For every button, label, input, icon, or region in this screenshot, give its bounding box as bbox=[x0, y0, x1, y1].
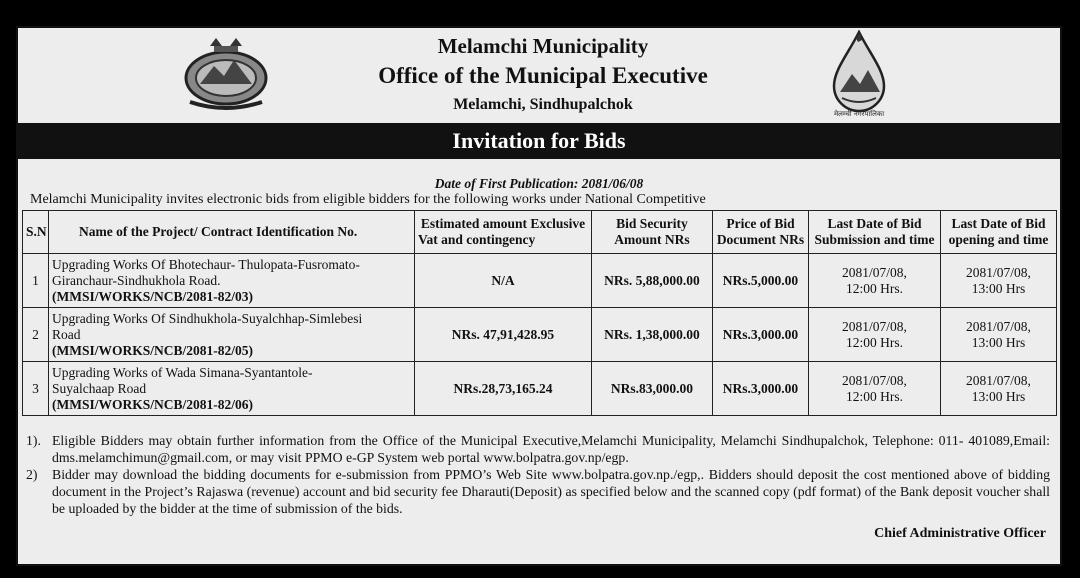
note-item bbox=[26, 432, 1050, 466]
row-sn: 1 bbox=[23, 254, 49, 308]
opening-deadline: 2081/07/08, 13:00 Hrs bbox=[941, 254, 1057, 308]
estimated-amount: NRs.28,73,165.24 bbox=[415, 362, 592, 416]
row-sn: 2 bbox=[23, 308, 49, 362]
notice-header bbox=[18, 28, 1060, 123]
header-sn: S.N bbox=[23, 211, 49, 254]
bid-notice bbox=[16, 26, 1062, 566]
row-sn: 3 bbox=[23, 362, 49, 416]
table-row bbox=[23, 362, 1057, 416]
bid-security-amount: NRs. 1,38,000.00 bbox=[592, 308, 713, 362]
contract-id: (MMSI/WORKS/NCB/2081-82/05) bbox=[52, 342, 253, 358]
note-text: Eligible Bidders may obtain further information from the Office of the Municipal Executive,Melamchi Municipality, Melamchi Sindhupalchok, Telephone: 011- 401089,Email: dms.melamchimun@gmail.com, or may visit PPMO e-GP System web portal www.bolpatra.gov.np/egp. bbox=[52, 433, 1050, 465]
signature-title: Chief Administrative Officer bbox=[874, 526, 1046, 541]
office-name: Office of the Municipal Executive bbox=[378, 63, 708, 88]
contract-id: (MMSI/WORKS/NCB/2081-82/06) bbox=[52, 396, 253, 412]
table-row bbox=[23, 308, 1057, 362]
estimated-amount: NRs. 47,91,428.95 bbox=[415, 308, 592, 362]
table-header-row bbox=[23, 211, 1057, 254]
project-name: Upgrading Works Of Bhotechaur- Thulopata-Fusromato- Giranchaur-Sindhukhola Road. (MMSI/WORKS/NCB/2081-82/03) bbox=[49, 254, 415, 308]
document-price: NRs.3,000.00 bbox=[713, 362, 809, 416]
org-name: Melamchi Municipality bbox=[437, 34, 649, 58]
table-row bbox=[23, 254, 1057, 308]
publication-date: Date of First Publication: 2081/06/08 bbox=[434, 176, 644, 191]
contract-id: (MMSI/WORKS/NCB/2081-82/03) bbox=[52, 288, 253, 304]
note-item bbox=[26, 466, 1050, 517]
header-submission-date: Last Date of Bid Submission and time bbox=[809, 211, 941, 254]
bid-table bbox=[22, 210, 1057, 416]
header-estimate: Estimated amount Exclusive Vat and contingency bbox=[415, 211, 592, 254]
logo-caption: मेलम्ची नगरपालिका bbox=[833, 110, 885, 118]
header-bid-security: Bid Security Amount NRs bbox=[592, 211, 713, 254]
opening-deadline: 2081/07/08, 13:00 Hrs bbox=[941, 362, 1057, 416]
bid-security-amount: NRs.83,000.00 bbox=[592, 362, 713, 416]
estimated-amount: N/A bbox=[415, 254, 592, 308]
invitation-banner: Invitation for Bids bbox=[18, 123, 1060, 159]
submission-deadline: 2081/07/08, 12:00 Hrs. bbox=[809, 362, 941, 416]
document-price: NRs.3,000.00 bbox=[713, 308, 809, 362]
submission-deadline: 2081/07/08, 12:00 Hrs. bbox=[809, 308, 941, 362]
nepal-government-emblem-icon bbox=[180, 36, 272, 112]
note-number: 1). bbox=[26, 433, 41, 448]
intro-text: Melamchi Municipality invites electronic bids from eligible bidders for the following works under National Competitive bbox=[30, 192, 706, 207]
header-project-name: Name of the Project/ Contract Identification No. bbox=[49, 211, 415, 254]
submission-deadline: 2081/07/08, 12:00 Hrs. bbox=[809, 254, 941, 308]
notes bbox=[26, 432, 1050, 517]
document-price: NRs.5,000.00 bbox=[713, 254, 809, 308]
header-opening-date: Last Date of Bid opening and time bbox=[941, 211, 1057, 254]
note-text: Bidder may download the bidding documents for e-submission from PPMO’s Web Site www.bolpatra.gov.np./egp,. Bidders should deposit the cost mentioned above of bidding document in the Project’s Rajaswa (revenue) account and bid security fee Dharauti(Deposit) as specified below and the scanned copy (pdf format) of the Bank deposit voucher shall be uploaded by the bidder at the time of submission of the bids. bbox=[52, 467, 1050, 516]
note-number: 2) bbox=[26, 467, 38, 482]
opening-deadline: 2081/07/08, 13:00 Hrs bbox=[941, 308, 1057, 362]
header-document-price: Price of Bid Document NRs bbox=[713, 211, 809, 254]
location: Melamchi, Sindhupalchok bbox=[453, 96, 633, 113]
bid-security-amount: NRs. 5,88,000.00 bbox=[592, 254, 713, 308]
water-drop-mountain-logo-icon bbox=[826, 30, 892, 118]
header-titles bbox=[308, 32, 778, 118]
project-name: Upgrading Works Of Sindhukhola-Suyalchhap-Simlebesi Road (MMSI/WORKS/NCB/2081-82/05) bbox=[49, 308, 415, 362]
project-name: Upgrading Works of Wada Simana-Syantantole- Suyalchaap Road (MMSI/WORKS/NCB/2081-82/06) bbox=[49, 362, 415, 416]
